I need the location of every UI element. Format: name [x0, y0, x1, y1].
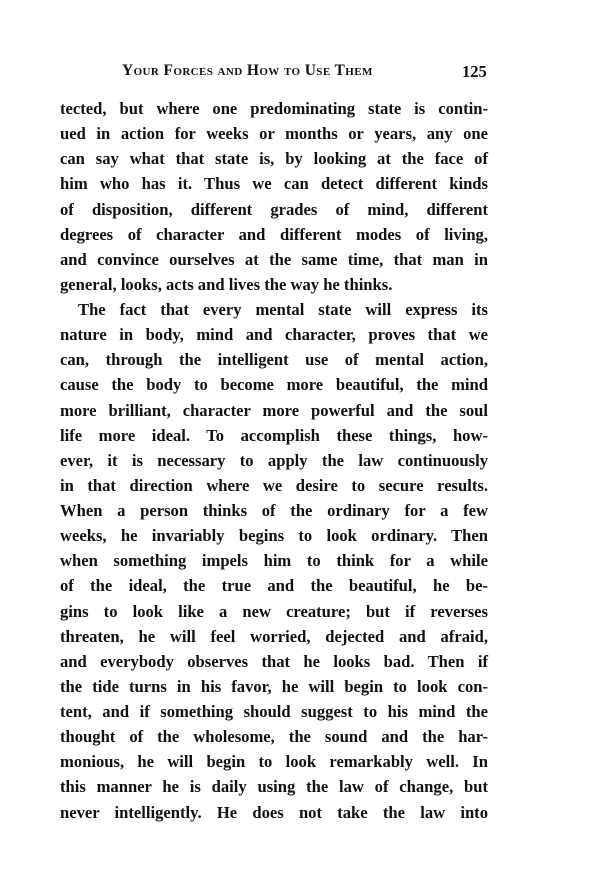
text-line: gins to look like a new creature; but if reverses [60, 601, 488, 621]
running-header: Your Forces and How to Use Them [122, 62, 373, 79]
text-line: more brilliant, character more powerful and the soul [60, 400, 488, 420]
text-line: thought of the wholesome, the sound and the har- [60, 727, 488, 747]
text-line: this manner he is daily using the law of change, but [60, 777, 488, 797]
text-line: general, looks, acts and lives the way he thinks. [60, 274, 393, 294]
page-number: 125 [462, 62, 487, 81]
text-line: weeks, he invariably begins to look ordinary. Then [60, 526, 488, 546]
text-line: when something impels him to think for a while [60, 551, 488, 571]
text-line: monious, he will begin to look remarkably well. In [60, 752, 488, 772]
text-line: tent, and if something should suggest to his mind the [60, 702, 488, 721]
text-line: cause the body to become more beautiful, the mind [60, 375, 488, 395]
text-line: The fact that every mental state will express its [78, 300, 488, 319]
text-line: of the ideal, the true and the beautiful, he be- [60, 576, 488, 596]
text-line: and convince ourselves at the same time, that man in [60, 249, 488, 269]
text-line: ued in action for weeks or months or years, any one [60, 124, 488, 144]
text-line: threaten, he will feel worried, dejected and afraid, [60, 626, 488, 646]
text-line: When a person thinks of the ordinary for a few [60, 501, 488, 520]
page-body [60, 96, 488, 825]
text-line: the tide turns in his favor, he will begin to look con- [60, 676, 488, 696]
text-line: can say what that state is, by looking at the face of [60, 149, 488, 169]
text-line: him who has it. Thus we can detect different kinds [60, 174, 488, 194]
text-line: can, through the intelligent use of mental action, [60, 350, 488, 370]
text-line: life more ideal. To accomplish these things, how- [60, 425, 488, 445]
text-line: never intelligently. He does not take the law into [60, 802, 488, 822]
text-line: in that direction where we desire to secure results. [60, 475, 488, 495]
text-line: of disposition, different grades of mind, different [60, 199, 488, 219]
text-line: ever, it is necessary to apply the law continuously [60, 450, 488, 470]
text-line: and everybody observes that he looks bad. Then if [60, 651, 488, 671]
text-line: nature in body, mind and character, proves that we [60, 325, 488, 345]
text-line: tected, but where one predominating state is contin- [60, 99, 488, 118]
text-line: degrees of character and different modes of living, [60, 224, 488, 244]
